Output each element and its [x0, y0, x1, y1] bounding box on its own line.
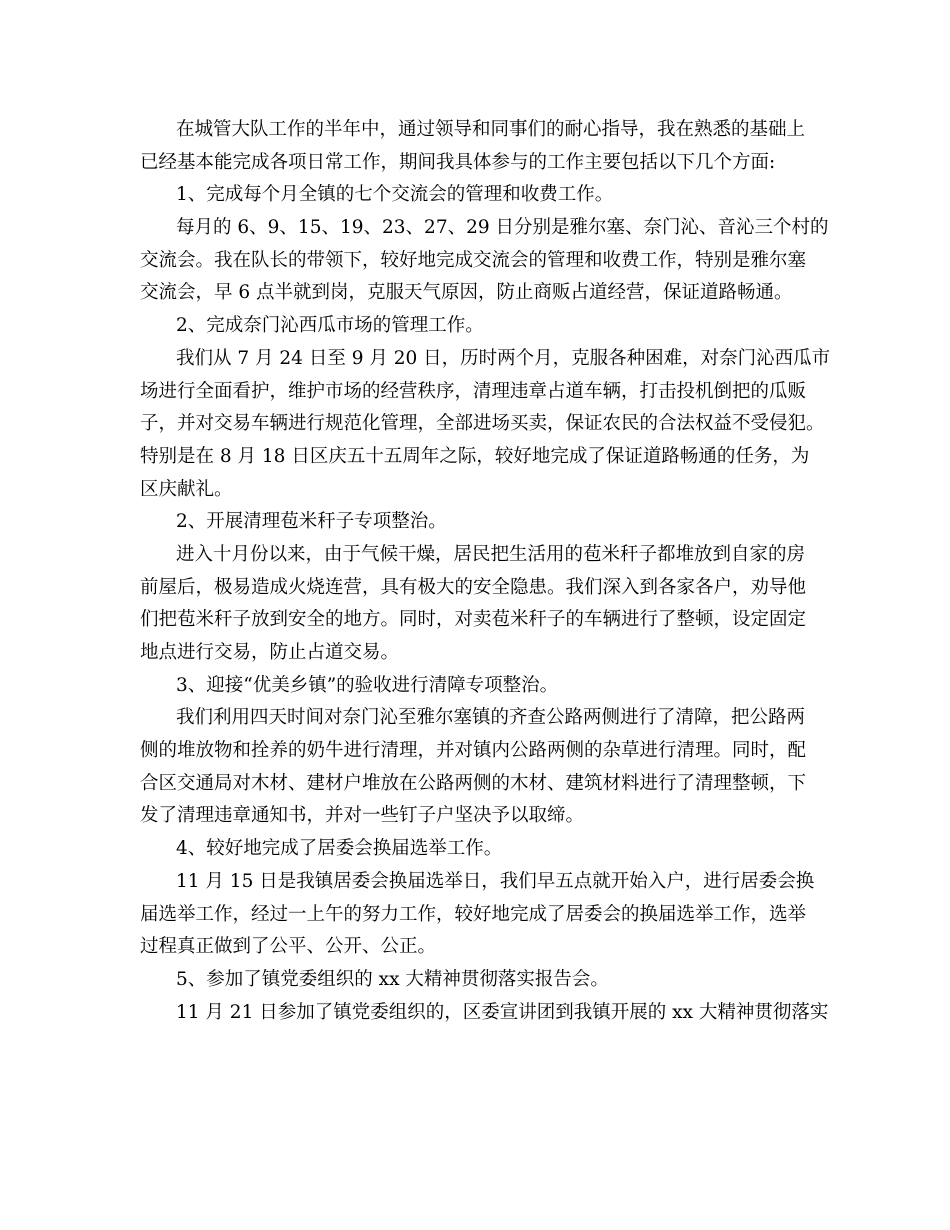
- document-page: [140, 114, 831, 1029]
- text-line: 前屋后，极易造成火烧连营，具有极大的安全隐患。我们深入到各家各户，劝导他: [140, 576, 807, 598]
- text-line: 1、完成每个月全镇的七个交流会的管理和收费工作。: [176, 184, 614, 206]
- document-body: [140, 114, 831, 1029]
- text-line: 侧的堆放物和拴养的奶牛进行清理，并对镇内公路两侧的杂草进行清理。同时，配: [140, 740, 807, 762]
- text-line: 区庆献礼。: [140, 478, 233, 500]
- text-line: 特别是在 8 月 18 日区庆五十五周年之际，较好地完成了保证道路畅通的任务，为: [140, 445, 810, 467]
- text-line: 进入十月份以来，由于气候干燥，居民把生活用的苞米秆子都堆放到自家的房: [176, 543, 806, 565]
- text-line: 子，并对交易车辆进行规范化管理，全部进场买卖，保证农民的合法权益不受侵犯。: [140, 413, 825, 435]
- text-line: 2、完成奈门沁西瓜市场的管理工作。: [176, 315, 484, 337]
- text-line: 们把苞米秆子放到安全的地方。同时，对卖苞米秆子的车辆进行了整顿，设定固定: [140, 609, 807, 631]
- text-line: 过程真正做到了公平、公开、公正。: [140, 936, 437, 958]
- text-line: 4、较好地完成了居委会换届选举工作。: [176, 838, 503, 860]
- text-line: 场进行全面看护，维护市场的经营秩序，清理违章占道车辆，打击投机倒把的瓜贩: [140, 380, 807, 402]
- text-line: 每月的 6、9、15、19、23、27、29 日分别是雅尔塞、奈门沁、音沁三个村的: [176, 217, 829, 239]
- text-line: 2、开展清理苞米秆子专项整治。: [176, 511, 447, 533]
- text-line: 已经基本能完成各项日常工作，期间我具体参与的工作主要包括以下几个方面:: [140, 151, 776, 173]
- text-line: 我们从 7 月 24 日至 9 月 20 日，历时两个月，克服各种困难，对奈门沁西瓜市: [176, 347, 831, 369]
- text-line: 届选举工作，经过一上午的努力工作，较好地完成了居委会的换届选举工作，选举: [140, 903, 807, 925]
- text-line: 11 月 21 日参加了镇党委组织的，区委宣讲团到我镇开展的 xx 大精神贯彻落实: [176, 1001, 829, 1023]
- text-line: 3、迎接“优美乡镇”的验收进行清障专项整治。: [176, 674, 559, 696]
- text-line: 5、参加了镇党委组织的 xx 大精神贯彻落实报告会。: [176, 968, 609, 990]
- text-line: 在城管大队工作的半年中，通过领导和同事们的耐心指导，我在熟悉的基础上: [176, 119, 806, 140]
- text-line: 我们利用四天时间对奈门沁至雅尔塞镇的齐查公路两侧进行了清障，把公路两: [176, 707, 806, 729]
- text-line: 合区交通局对木材、建材户堆放在公路两侧的木材、建筑材料进行了清理整顿，下: [140, 772, 807, 794]
- text-line: 交流会。我在队长的带领下，较好地完成交流会的管理和收费工作，特别是雅尔塞: [140, 249, 807, 271]
- text-line: 交流会，早 6 点半就到岗，克服天气原因，防止商贩占道经营，保证道路畅通。: [140, 282, 793, 304]
- text-line: 地点进行交易，防止占道交易。: [140, 642, 400, 663]
- text-line: 11 月 15 日是我镇居委会换届选举日，我们早五点就开始入户，进行居委会换: [176, 870, 815, 892]
- text-line: 发了清理违章通知书，并对一些钉子户坚决予以取缔。: [140, 805, 585, 827]
